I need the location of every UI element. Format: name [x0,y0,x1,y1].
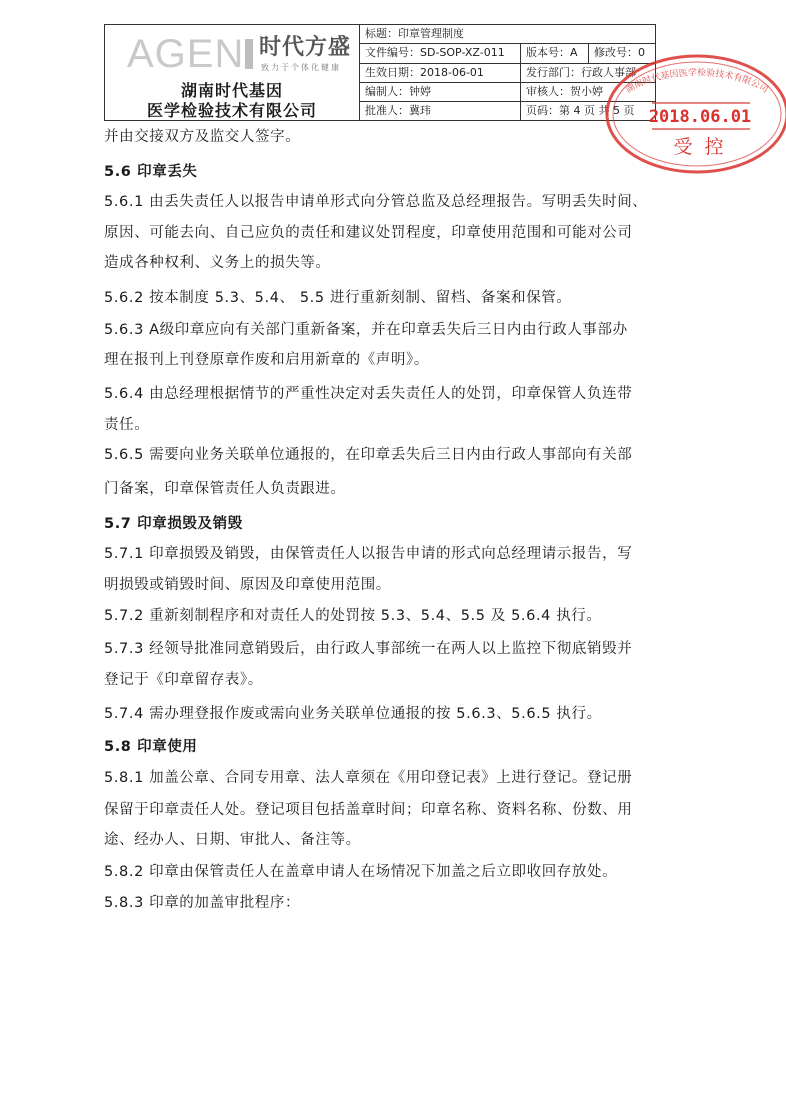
body-line: 5.8.1 加盖公章、合同专用章、法人章须在《用印登记表》上进行登记。登记册 [104,770,633,786]
issue-department: 发行部门：行政人事部 [520,64,655,82]
body-line: 5.6.5 需要向业务关联单位通报的，在印章丢失后三日内由行政人事部向有关部 [104,447,633,463]
page-number: 页码：第 4 页 共 5 页 [520,102,655,120]
document-header-table [104,24,656,121]
body-line: 明损毁或销毁时间、原因及印章使用范围。 [104,577,391,593]
company-name-line1: 湖南时代基因 [180,81,283,100]
logo-agen-text: AGEN [127,32,245,76]
company-logo-cell [105,25,360,120]
body-line: 5.7.3 经领导批准同意销毁后，由行政人事部统一在两人以上监控下彻底销毁并 [104,641,633,657]
stamp-date: 2018.06.01 [648,107,752,127]
body-line: 并由交接双方及监交人签字。 [104,129,301,145]
doc-title: 标题：印章管理制度 [365,27,464,40]
body-line: 5.6.4 由总经理根据情节的严重性决定对丢失责任人的处罚，印章保管人负连带 [104,386,633,402]
section-heading: 5.6 印章丢失 [104,164,198,180]
info-row-title [360,25,655,44]
logo-brand-text: 时代方盛 [259,35,352,60]
info-row-date [360,64,655,83]
document-info-grid [360,25,655,120]
body-line: 5.7.1 印章损毁及销毁，由保管责任人以报告申请的形式向总经理请示报告，写 [104,546,633,562]
body-line: 途、经办人、日期、审批人、备注等。 [104,832,361,848]
stamp-label: 受 控 [673,136,727,158]
body-line: 原因、可能去向、自己应负的责任和建议处罚程度，印章使用范围和可能对公司 [104,225,633,241]
logo-slogan: 致力于个体化健康 [261,63,341,72]
body-line: 5.7.4 需办理登报作废或需向业务关联单位通报的按 5.6.3、5.6.5 执行。 [104,706,602,722]
body-line: 5.8.2 印章由保管责任人在盖章申请人在场情况下加盖之后立即收回存放处。 [104,864,618,880]
body-line: 5.6.2 按本制度 5.3、5.4、 5.5 进行重新刻制、留档、备案和保管。 [104,290,572,306]
section-heading: 5.7 印章损毁及销毁 [104,516,243,532]
section-heading: 5.8 印章使用 [104,739,198,755]
file-number: 文件编号：SD-SOP-XZ-011 [365,46,505,59]
company-logo [127,33,352,75]
body-line: 责任。 [104,417,150,433]
body-line: 5.8.3 印章的加盖审批程序： [104,895,301,911]
body-line: 5.6.1 由丢失责任人以报告申请单形式向分管总监及总经理报告。写明丢失时间、 [104,194,648,210]
body-line: 理在报刊上刊登原章作废和启用新章的《声明》。 [104,352,429,368]
editor: 编制人：钟婷 [365,85,431,98]
info-row-approver [360,102,655,120]
company-name-line2: 医学检验技术有限公司 [146,101,317,120]
body-line: 登记于《印章留存表》。 [104,672,263,688]
effective-date: 生效日期：2018-06-01 [365,66,484,79]
info-row-file [360,44,655,64]
reviewer: 审核人：贺小婷 [520,83,655,101]
logo-divider [245,39,253,69]
revision-number: 修改号：0 [588,44,655,63]
body-line: 5.6.3 A级印章应向有关部门重新备案，并在印章丢失后三日内由行政人事部办 [104,322,628,338]
body-line: 保留于印章责任人处。登记项目包括盖章时间；印章名称、资料名称、份数、用 [104,802,633,818]
stamp-arc-text: 湖南时代基因医学检验技术有限公司 [624,68,770,96]
body-line: 门备案，印章保管责任人负责跟进。 [104,481,346,497]
version-number: 版本号：A [520,44,588,63]
approver: 批准人：冀玮 [365,104,431,117]
body-line: 造成各种权利、义务上的损失等。 [104,255,331,271]
body-line: 5.7.2 重新刻制程序和对责任人的处罚按 5.3、5.4、5.5 及 5.6.4 执行。 [104,608,602,624]
info-row-editor [360,83,655,102]
